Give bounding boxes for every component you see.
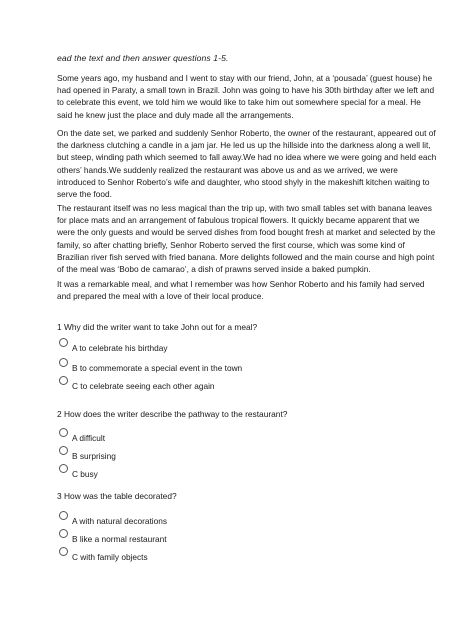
q3-option-a[interactable] — [59, 511, 359, 527]
option-label: B to commemorate a special event in the town — [72, 363, 243, 373]
option-label: C busy — [72, 469, 98, 479]
radio-button[interactable] — [59, 358, 68, 367]
instructions: ead the text and then answer questions 1-5. — [57, 53, 229, 63]
radio-button[interactable] — [59, 446, 68, 455]
radio-button[interactable] — [59, 529, 68, 538]
paragraph-4: It was a remarkable meal, and what I remember was how Senhor Roberto and his family had served and prepared the meal with a love of their local produce. — [57, 279, 425, 302]
q1-option-a[interactable] — [59, 338, 359, 354]
radio-button[interactable] — [59, 464, 68, 473]
q1-option-b[interactable] — [59, 358, 359, 374]
paragraph-3: The restaurant itself was no less magical than the trip up, with two small tables set with banana leaves for place mats and an arrangement of fabulous tropical flowers. It quickly became apparent that we were the only guests and would be served dishes from food bought fresh at market and selected by the family, so after chatting briefly, Senhor Roberto served the first course, which was some kind of Brazilian river fish served with fried banana. More delights followed and the main course and high point of the meal was ‘Bobo de camarao’, a dish of prawns served inside a baked pumpkin. — [57, 203, 436, 275]
q1-option-c[interactable] — [59, 376, 359, 392]
q2-option-b[interactable] — [59, 446, 359, 462]
option-label: C with family objects — [72, 552, 148, 562]
option-label: A difficult — [72, 433, 106, 443]
radio-button[interactable] — [59, 376, 68, 385]
radio-button[interactable] — [59, 547, 68, 556]
q2-option-a[interactable] — [59, 428, 359, 444]
radio-button[interactable] — [59, 428, 68, 437]
paragraph-1: Some years ago, my husband and I went to stay with our friend, John, at a ‘pousada’ (guest house) he had opened in Paraty, a small town in Brazil. John was going to have his 30th birthday after we left and to celebrate this event, we told him we would like to take him out somewhere special for a meal. He said he knew just the place and duly made all the arrangements. — [57, 73, 435, 120]
option-label: B surprising — [72, 451, 116, 461]
option-label: B like a normal restaurant — [72, 534, 167, 544]
q3-option-b[interactable] — [59, 529, 359, 545]
option-label: C to celebrate seeing each other again — [72, 381, 215, 391]
q3-option-c[interactable] — [59, 547, 359, 563]
q2-option-c[interactable] — [59, 464, 359, 480]
radio-button[interactable] — [59, 338, 68, 347]
question-3: 3 How was the table decorated? — [57, 491, 177, 501]
paragraph-2: On the date set, we parked and suddenly Senhor Roberto, the owner of the restaurant, appeared out of the darkness clutching a candle in a jam jar. He led us up the hillside into the darkness along a well lit, but steep, winding path which seemed to fall away.We had no idea where we were going and held each others’ hands.We suddenly realized the restaurant was above us and as we arrived, we were introduced to Senhor Roberto’s wife and daughter, who stood shyly in the makeshift kitchen waiting to serve the food. — [57, 128, 437, 200]
option-label: A to celebrate his birthday — [72, 343, 168, 353]
option-label: A with natural decorations — [72, 516, 168, 526]
question-1: 1 Why did the writer want to take John out for a meal? — [57, 322, 258, 332]
question-2: 2 How does the writer describe the pathway to the restaurant? — [57, 409, 288, 419]
radio-button[interactable] — [59, 511, 68, 520]
